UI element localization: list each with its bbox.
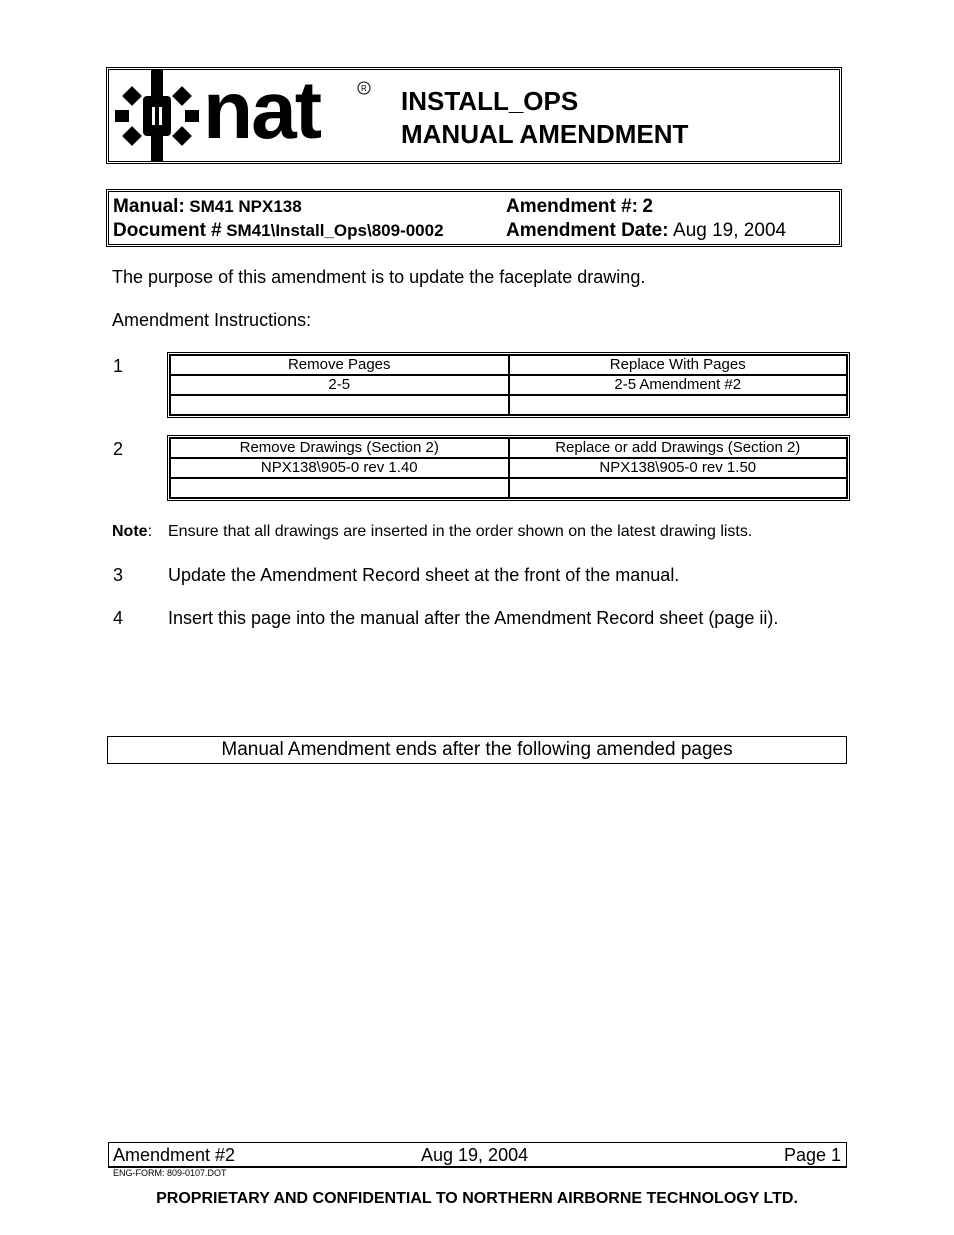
- manual-value: SM41 NPX138: [189, 197, 302, 216]
- svg-text:R: R: [361, 84, 367, 93]
- manual-label: Manual:: [113, 196, 185, 217]
- amendment-date-value: Aug 19, 2004: [673, 220, 787, 241]
- table-row: [170, 395, 847, 415]
- title-line-2: MANUAL AMENDMENT: [401, 119, 689, 149]
- table-header-cell: Remove Pages: [170, 355, 509, 375]
- amendment-number-label: Amendment #:: [506, 196, 638, 217]
- amendment-date-field: [506, 220, 786, 242]
- pages-table: [167, 352, 850, 418]
- step-2-number: 2: [113, 439, 124, 459]
- table-row: [170, 375, 847, 395]
- document-label: Document #: [113, 220, 222, 241]
- proprietary-notice: PROPRIETARY AND CONFIDENTIAL TO NORTHERN AIRBORNE TECHNOLOGY LTD.: [156, 1190, 798, 1207]
- table-header-row: [170, 438, 847, 458]
- table-header-cell: Replace With Pages: [509, 355, 848, 375]
- manual-field: [113, 196, 302, 218]
- table-cell: [170, 478, 509, 498]
- purpose-text: The purpose of this amendment is to update the faceplate drawing.: [112, 267, 646, 287]
- footer-bar: [108, 1142, 847, 1168]
- form-code: ENG-FORM: 809-0107.DOT: [113, 1168, 227, 1178]
- document-field: [113, 220, 444, 242]
- table-row: [170, 458, 847, 478]
- step-4-number: 4: [113, 608, 124, 628]
- table-cell: 2-5 Amendment #2: [509, 375, 848, 395]
- footer-date: Aug 19, 2004: [421, 1145, 529, 1165]
- footer-page-number: Page 1: [783, 1145, 841, 1165]
- table-cell: [509, 395, 848, 415]
- step-1-number: 1: [113, 356, 124, 376]
- footer-amendment: Amendment #2: [113, 1145, 236, 1165]
- amendment-number-field: [506, 196, 653, 218]
- table-header-row: [170, 355, 847, 375]
- instructions-heading: Amendment Instructions:: [112, 310, 312, 330]
- table-row: [170, 478, 847, 498]
- document-value: SM41\Install_Ops\809-0002: [226, 221, 444, 240]
- amendment-number-value: 2: [642, 196, 653, 217]
- logo-wordmark: nat: [203, 65, 320, 156]
- table-cell: [170, 395, 509, 415]
- note-text: Ensure that all drawings are inserted in the order shown on the latest drawing lists.: [168, 523, 753, 540]
- step-3-number: 3: [113, 565, 124, 585]
- step-3-text: Update the Amendment Record sheet at the front of the manual.: [168, 565, 680, 585]
- table-cell: NPX138\905-0 rev 1.50: [509, 458, 848, 478]
- table-cell: 2-5: [170, 375, 509, 395]
- table-header-cell: Remove Drawings (Section 2): [170, 438, 509, 458]
- title-line-1: INSTALL_OPS: [401, 86, 579, 116]
- amendment-ends-notice: Manual Amendment ends after the following amended pages: [107, 736, 847, 764]
- table-cell: NPX138\905-0 rev 1.40: [170, 458, 509, 478]
- step-4-text: Insert this page into the manual after the Amendment Record sheet (page ii).: [168, 608, 779, 628]
- note-label: Note: [112, 523, 148, 540]
- table-cell: [509, 478, 848, 498]
- table-header-cell: Replace or add Drawings (Section 2): [509, 438, 848, 458]
- drawings-table: [167, 435, 850, 501]
- note: Note:: [112, 523, 153, 540]
- amendment-date-label: Amendment Date:: [506, 220, 669, 241]
